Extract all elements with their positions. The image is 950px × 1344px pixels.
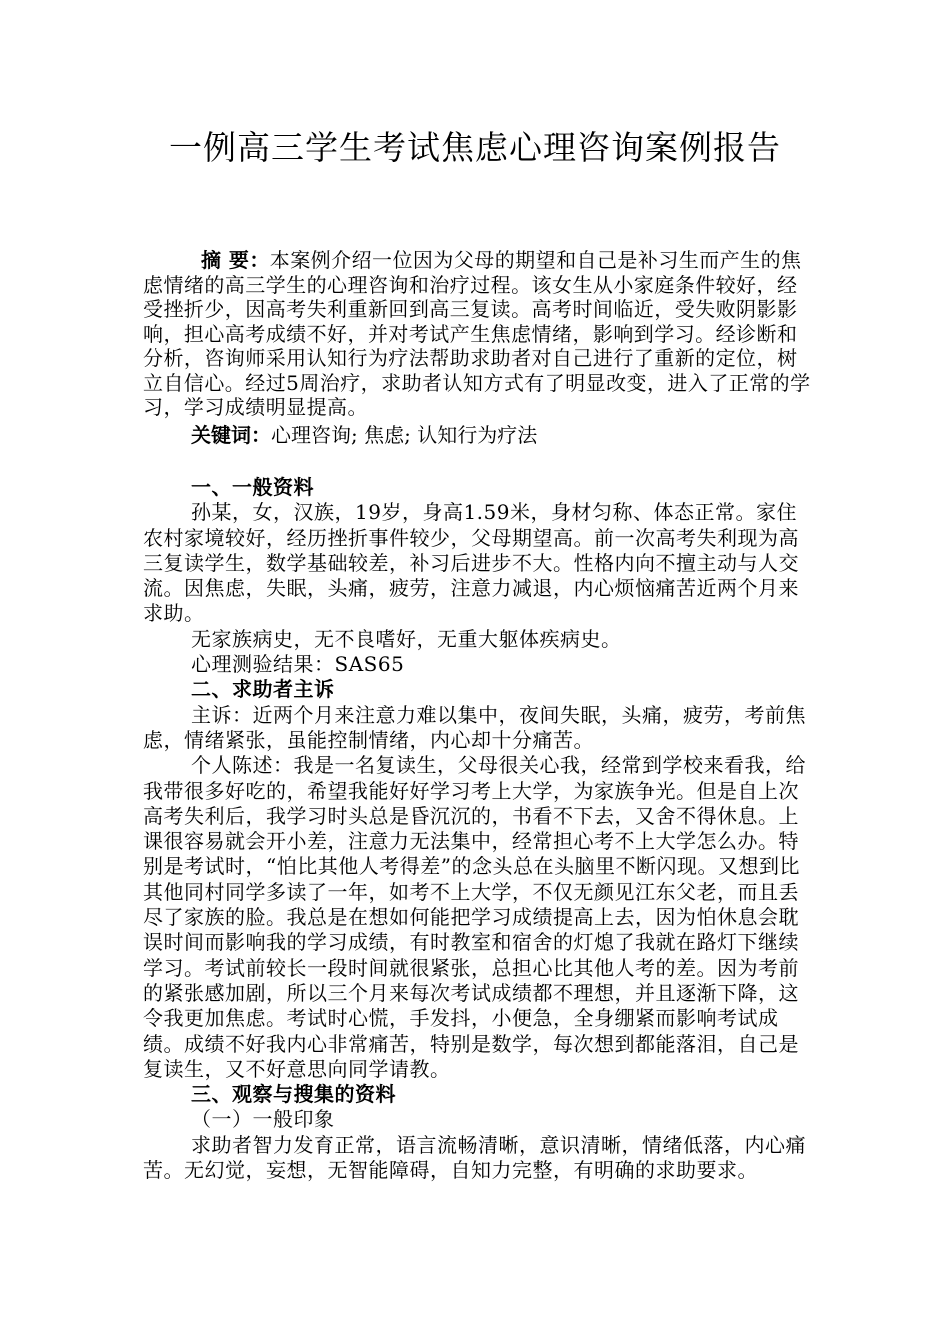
- paragraph: 心理测验结果：SAS65: [191, 652, 405, 677]
- section-heading-observation: 三、观察与搜集的资料: [191, 1082, 396, 1107]
- keywords: [143, 423, 813, 448]
- keywords-text: 心理咨询; 焦虑; 认知行为疗法: [271, 423, 538, 447]
- section-heading-general-info: 一、一般资料: [191, 475, 314, 499]
- paragraph: 个人陈述：我是一名复读生，父母很关心我，经常到学校来看我，给我带很多好吃的，希望我能好好学习考上大学，为家族争光。但是自上次高考失利后，我学习时头总是昏沉沉的，书看不下去，又舍不得休息。上课很容易就会开小差，注意力无法集中，经常担心考不上大学怎么办。特别是考试时，“怕比其他人考得差”的念头总在头脑里不断闪现。又想到比其他同村同学多读了一年，如考不上大学，不仅无颜见江东父老，而且丢尽了家族的脸。我总是在想如何能把学习成绩提高上去，因为怕休息会耽误时间而影响我的学习成绩，有时教室和宿舍的灯熄了我就在路灯下继续学习。考试前较长一段时间就很紧张，总担心比其他人考的差。因为考前的紧张感加剧，所以三个月来每次考试成绩都不理想，并且逐渐下降，这令我更加焦虑。考试时心慌，手发抖，小便急，全身绷紧而影响考试成绩。成绩不好我内心非常痛苦，特别是数学，每次想到都能落泪，自己是复读生，又不好意思向同学请教。: [143, 753, 806, 1081]
- document-title: 一例高三学生考试焦虑心理咨询案例报告: [169, 128, 781, 167]
- subsection-heading-impression: （一）一般印象: [191, 1107, 335, 1132]
- abstract: [143, 248, 813, 420]
- paragraph: 孙某，女，汉族，19岁，身高1.59米，身材匀称、体态正常。家住农村家境较好，经历挫折事件较少，父母期望高。前一次高考失利现为高三复读学生，数学基础较差，补习后进步不大。性格内向不擅主动与人交流。因焦虑，失眠，头痛，疲劳，注意力减退，内心烦恼痛苦近两个月来求助。: [143, 500, 799, 626]
- paragraph: 主诉：近两个月来注意力难以集中，夜间失眠，头痛，疲劳，考前焦虑，情绪紧张，虽能控制情绪，内心却十分痛苦。: [143, 702, 806, 752]
- keywords-label: 关键词：: [191, 423, 271, 447]
- abstract-label: 摘 要：: [201, 248, 270, 272]
- paragraph: 求助者智力发育正常，语言流畅清晰，意识清晰，情绪低落，内心痛苦。无幻觉，妄想，无智能障碍，自知力完整，有明确的求助要求。: [143, 1132, 806, 1183]
- document-body: [143, 475, 813, 1183]
- abstract-text: 本案例介绍一位因为父母的期望和自己是补习生而产生的焦虑情绪的高三学生的心理咨询和治疗过程。该女生从小家庭条件较好，经受挫折少，因高考失利重新回到高三复读。高考时间临近，受失败阴影影响，担心高考成绩不好，并对考试产生焦虑情绪，影响到学习。经诊断和分析，咨询师采用认知行为疗法帮助求助者对自己进行了重新的定位，树立自信心。经过5周治疗，求助者认知方式有了明显改变，进入了正常的学习，学习成绩明显提高。: [143, 248, 811, 419]
- section-heading-complaint: 二、求助者主诉: [191, 677, 335, 702]
- paragraph: 无家族病史，无不良嗜好，无重大躯体疾病史。: [191, 626, 622, 651]
